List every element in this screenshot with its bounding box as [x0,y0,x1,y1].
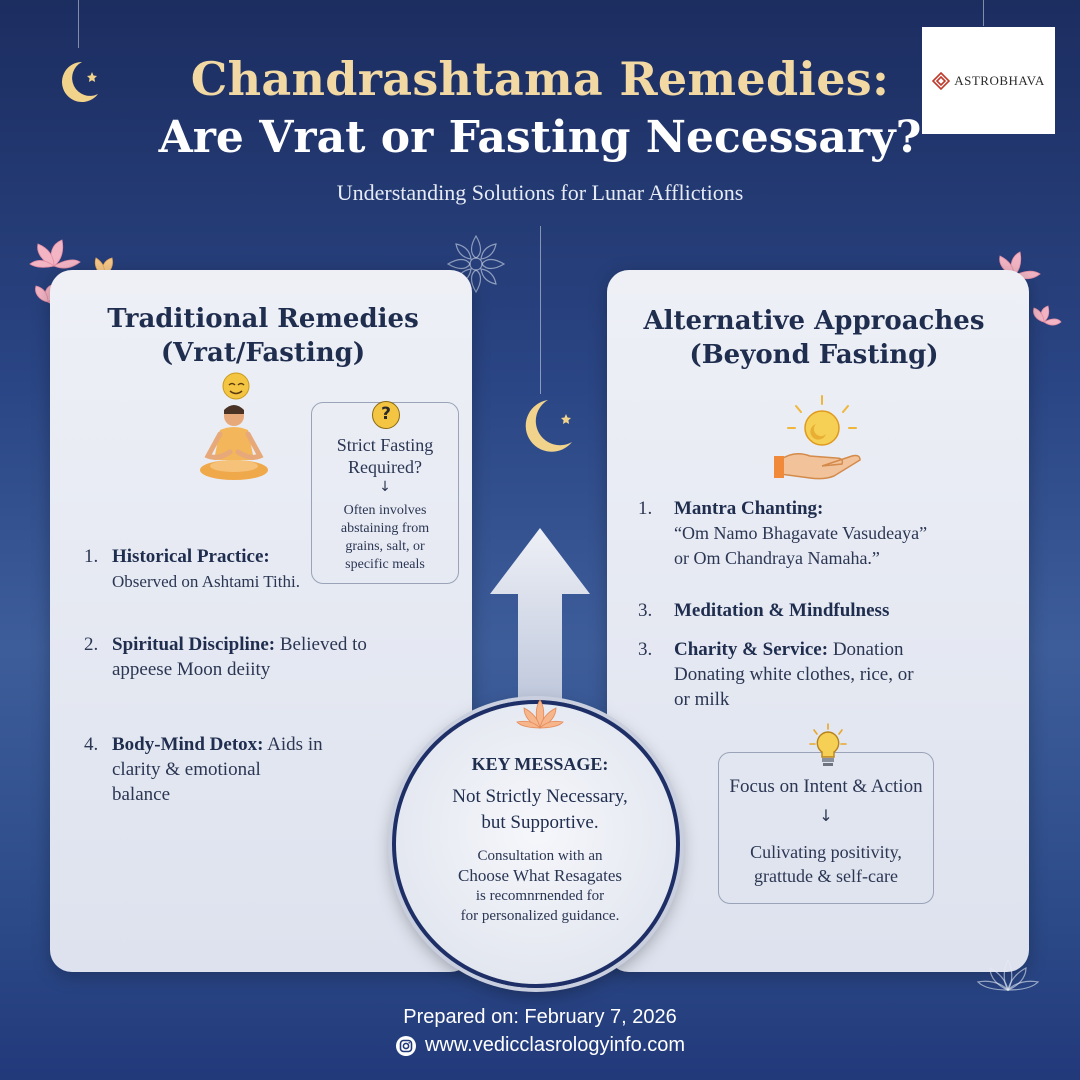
light-bulb-icon [808,722,848,770]
item-title: Spiritual Discipline: [112,634,276,655]
logo-mark-icon [932,72,950,90]
alternative-item-3 [638,637,1018,712]
traditional-item-3 [84,732,404,807]
item-number: 3. [638,639,653,660]
key-message-line2: but Supportive. [481,812,599,833]
question-mark-icon: ? [372,401,400,429]
instagram-icon [395,1035,417,1057]
alternative-approaches-title-line2: (Beyond Fasting) [689,340,939,370]
traditional-remedies-title-line1: Traditional Remedies [107,304,419,334]
item-description: “Om Namo Bhagavate Vasudeaya” [674,523,928,543]
callout-body-line3: grains, salt, or [345,539,425,554]
item-title: Historical Practice: [112,546,270,567]
item-title: Mantra Chanting: [674,498,824,519]
hanging-line-center [540,226,541,394]
callout-heading-line1: Strict Fasting [336,435,434,455]
item-number: 1. [638,498,653,519]
hanging-line-left [78,0,79,48]
hand-with-sun-icon [772,390,872,482]
item-description: Donation [828,639,904,660]
traditional-item-2 [84,632,444,682]
item-description: Observed on Ashtami Tithi. [112,572,300,591]
item-description-line2: Donating white clothes, rice, or [674,664,914,685]
callout-body-line1: Often involves [343,503,427,518]
item-description-line3: balance [112,784,171,805]
key-message-heading: KEY MESSAGE: [471,754,609,774]
alternative-item-1 [638,496,1018,571]
item-description: Aids in [263,734,323,755]
brand-logo [922,27,1055,134]
focus-heading: Focus on Intent & Action [729,776,923,797]
callout-body-line4: specific meals [345,557,425,572]
website-row [0,1034,1080,1057]
center-crescent-moon-icon [518,392,580,464]
prepared-date: Prepared on: February 7, 2026 [403,1006,677,1028]
focus-body-line1: Culivating positivity, [750,842,902,862]
lotus-outline-icon [976,956,1040,996]
key-message-small-text [392,846,688,926]
callout-heading-line2: Required? [348,457,422,477]
meditating-person-icon [196,368,272,486]
item-number: 4. [84,734,99,755]
traditional-item-1 [84,544,354,594]
item-title: Body-Mind Detox: [112,734,264,755]
item-description-line3: or milk [674,689,730,710]
alternative-approaches-title-line1: Alternative Approaches [643,306,985,336]
callout-heading [311,434,459,496]
key-message-small-line4: for personalized guidance. [460,908,620,924]
page-title-line1: Chandrashtama Remedies: [190,52,890,106]
key-message-small-line2: Choose What Resagates [458,866,622,885]
focus-body-line2: grattude & self-care [754,866,898,886]
key-message-circle [392,700,680,988]
page-subtitle: Understanding Solutions for Lunar Afflictions [336,180,744,205]
callout-body-line2: abstaining from [340,521,430,536]
traditional-remedies-title [50,302,476,370]
item-title: Charity & Service: [674,639,829,660]
item-description-line2: clarity & emotional [112,759,261,780]
focus-down-arrow-icon: ↓ [819,806,833,825]
item-number: 2. [84,634,99,655]
focus-body [708,840,944,888]
alternative-approaches-title [604,304,1024,372]
key-message-small-line1: Consultation with an [477,848,603,864]
website-link[interactable]: www.vedicclasrologyinfo.com [424,1034,686,1056]
key-message-line1: Not Strictly Necessary, [452,786,628,807]
hanging-line-right [983,0,984,26]
upward-arrow-icon [488,526,592,726]
traditional-remedies-title-line2: (Vrat/Fasting) [160,338,366,368]
logo-text: ASTROBHAVA [954,72,1045,88]
item-number: 3. [638,600,653,621]
item-description-line2: or Om Chandraya Namaha.” [674,548,880,568]
item-title: Meditation & Mindfulness [674,600,890,621]
item-description-line2: appeese Moon deiity [112,659,271,680]
item-description: Believed to [275,634,367,655]
key-message-lotus-icon [516,698,564,732]
page-title-line2: Are Vrat or Fasting Necessary? [158,112,922,163]
key-message-small-line3: is recomnrnended for [475,888,605,904]
alternative-item-2 [638,598,1018,623]
item-number: 1. [84,546,99,567]
down-arrow-icon: ↓ [379,479,391,495]
key-message-text [392,784,688,836]
